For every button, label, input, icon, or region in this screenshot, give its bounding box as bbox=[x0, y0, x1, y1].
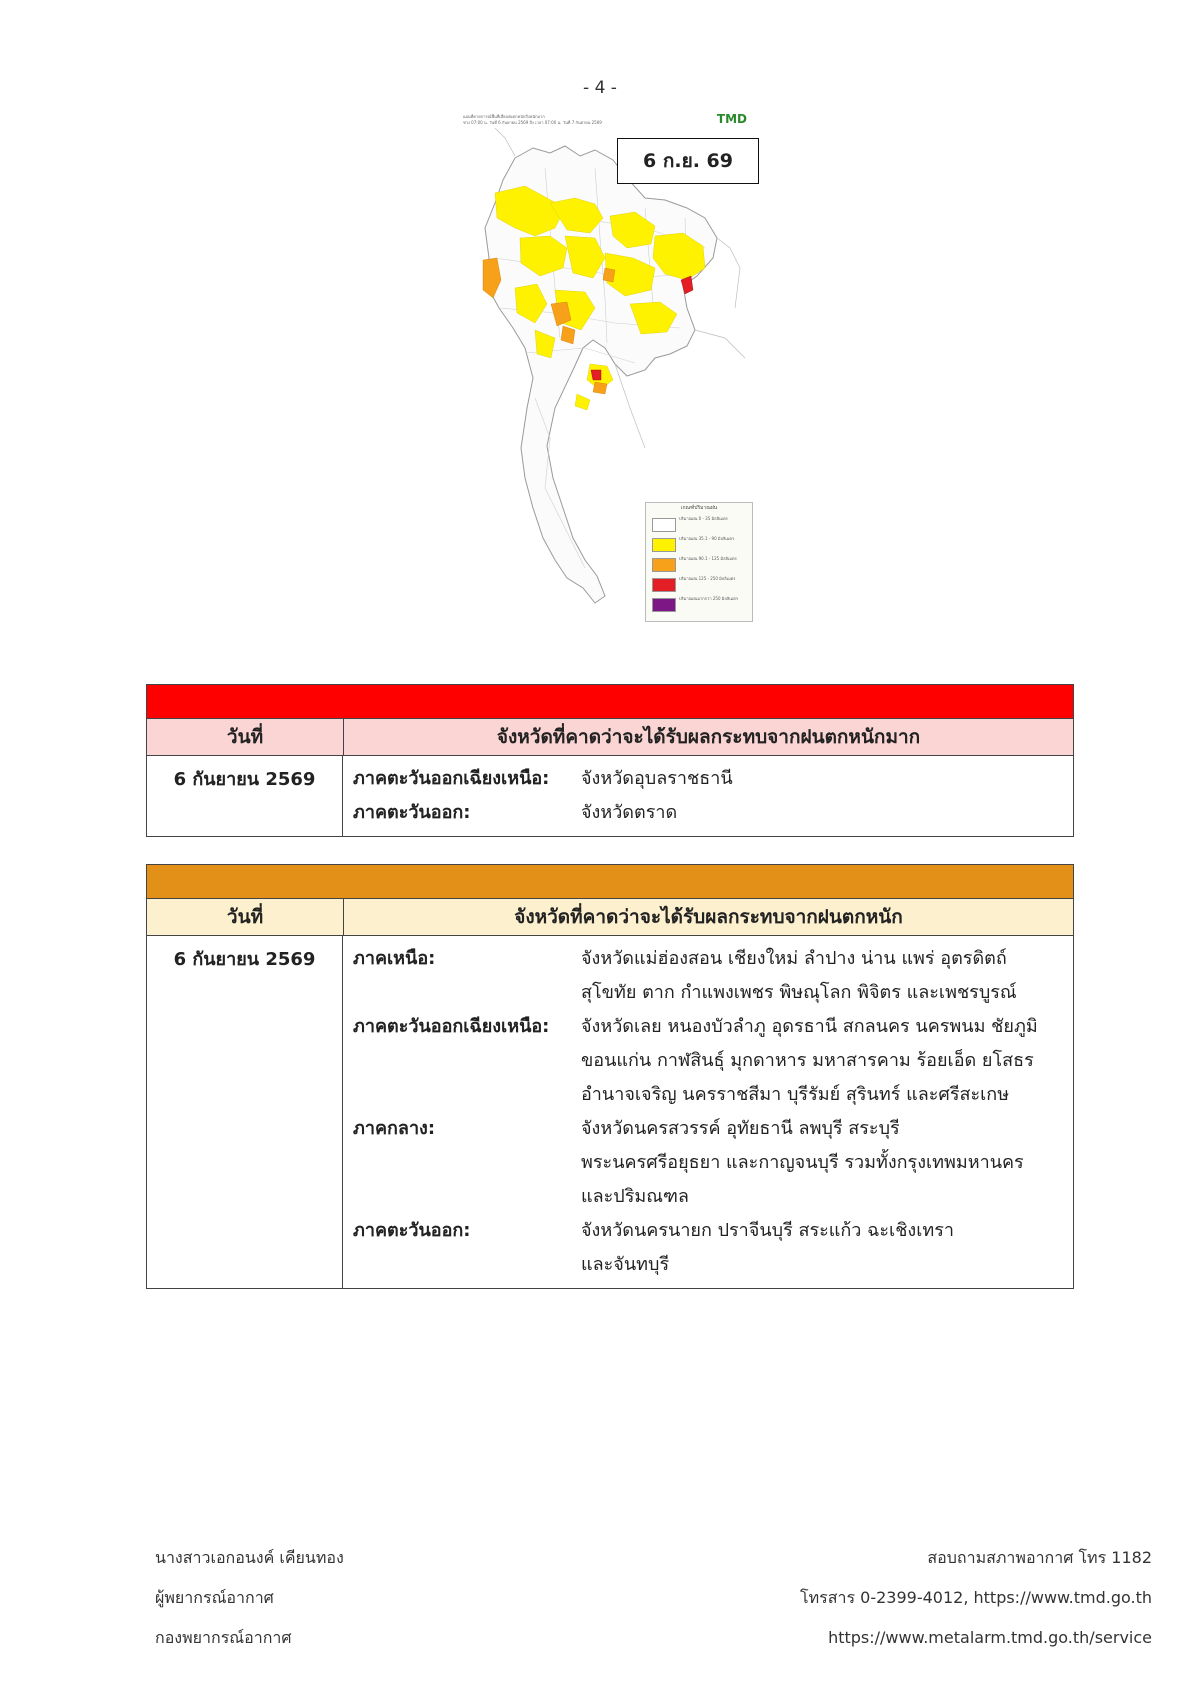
legend-item bbox=[646, 555, 752, 575]
region-name: ภาคเหนือ: bbox=[353, 948, 436, 969]
service-link[interactable]: https://www.metalarm.tmd.go.th/service bbox=[828, 1628, 1152, 1647]
legend-swatch-red bbox=[652, 578, 676, 592]
map-header-title: แผนที่คาดการณ์พื้นที่เสี่ยงฝนตกหนักถึงหนักมาก bbox=[463, 114, 545, 119]
province-line: และปริมณฑล bbox=[581, 1186, 689, 1207]
header-provinces: จังหวัดที่คาดว่าจะได้รับผลกระทบจากฝนตกหนักมาก bbox=[496, 726, 921, 748]
hotline: สอบถามสภาพอากาศ โทร 1182 bbox=[927, 1548, 1152, 1567]
row-date: 6 กันยายน 2569 bbox=[147, 756, 343, 836]
legend-label: ปริมาณฝน 35.1 - 90 มิลลิเมตร bbox=[679, 536, 735, 541]
province-line: จังหวัดนครนายก ปราจีนบุรี สระแก้ว ฉะเชิงเทรา bbox=[581, 1220, 954, 1241]
province-line: ขอนแก่น กาฬสินธุ์ มุกดาหาร มหาสารคาม ร้อยเอ็ด ยโสธร bbox=[581, 1050, 1034, 1071]
province-line: และจันทบุรี bbox=[581, 1254, 670, 1275]
fax-website[interactable]: โทรสาร 0-2399-4012, https://www.tmd.go.th bbox=[800, 1588, 1152, 1607]
legend-label: ปริมาณฝนมากกว่า 250 มิลลิเมตร bbox=[679, 596, 739, 601]
legend-label: ปริมาณฝน 90.1 - 125 มิลลิเมตร bbox=[679, 556, 737, 561]
region-provinces bbox=[581, 942, 1065, 1010]
province-line: จังหวัดนครสวรรค์ อุทัยธานี ลพบุรี สระบุรี bbox=[581, 1118, 900, 1139]
province-line: จังหวัดเลย หนองบัวลำภู อุดรธานี สกลนคร นครพนม ชัยภูมิ bbox=[581, 1016, 1038, 1037]
legend-label: ปริมาณฝน 0 - 35 มิลลิเมตร bbox=[679, 516, 728, 521]
header-date: วันที่ bbox=[147, 899, 344, 935]
legend-swatch-orange bbox=[652, 558, 676, 572]
region-northeast bbox=[353, 1010, 1065, 1112]
heavy-rain-table bbox=[146, 864, 1074, 1289]
region-east bbox=[353, 1214, 1065, 1282]
province-line: พระนครศรีอยุธยา และกาญจนบุรี รวมทั้งกรุงเทพมหานคร bbox=[581, 1152, 1024, 1173]
map-date-box: 6 ก.ย. 69 bbox=[617, 138, 759, 184]
table-row bbox=[147, 936, 1073, 1288]
table-header bbox=[147, 719, 1073, 756]
legend-swatch-white bbox=[652, 518, 676, 532]
forecaster-division: กองพยากรณ์อากาศ bbox=[155, 1628, 292, 1647]
forecaster-signature bbox=[155, 1538, 344, 1658]
province-line: อำนาจเจริญ นครราชสีมา บุรีรัมย์ สุรินทร์ และศรีสะเกษ bbox=[581, 1084, 1010, 1105]
region-provinces bbox=[581, 1214, 1065, 1282]
tmd-logo: TMD bbox=[716, 112, 747, 126]
page-number: - 4 - bbox=[583, 78, 617, 98]
forecaster-name: นางสาวเอกอนงค์ เคียนทอง bbox=[155, 1548, 344, 1567]
region-name: ภาคตะวันออกเฉียงเหนือ: bbox=[353, 1016, 550, 1037]
rainfall-risk-map bbox=[455, 108, 755, 626]
legend-title: เกณฑ์ปริมาณฝน bbox=[680, 505, 718, 511]
legend-label: ปริมาณฝน 125 - 250 มิลลิเมตร bbox=[679, 576, 736, 581]
province-line: จังหวัดแม่ฮ่องสอน เชียงใหม่ ลำปาง น่าน แพร่ อุตรดิตถ์ bbox=[581, 948, 1007, 969]
contact-info bbox=[800, 1538, 1152, 1658]
legend-item bbox=[646, 535, 752, 555]
map-legend bbox=[645, 502, 753, 622]
region-name: ภาคตะวันออกเฉียงเหนือ: bbox=[353, 768, 550, 789]
map-header bbox=[463, 114, 683, 126]
very-heavy-rain-bar bbox=[147, 685, 1073, 719]
row-regions bbox=[343, 756, 1073, 836]
legend-swatch-yellow bbox=[652, 538, 676, 552]
table-row bbox=[147, 756, 1073, 836]
map-header-period: ช่วง 07:00 น. วันที่ 6 กันยายน 2569 ถึง เวลา 07:00 น. วันที่ 7 กันยายน 2569 bbox=[463, 120, 602, 125]
province-line: จังหวัดอุบลราชธานี bbox=[581, 768, 733, 789]
header-date: วันที่ bbox=[147, 719, 344, 755]
region-name: ภาคตะวันออก: bbox=[353, 1220, 471, 1241]
table-header bbox=[147, 899, 1073, 936]
forecaster-title: ผู้พยากรณ์อากาศ bbox=[155, 1588, 274, 1607]
region-provinces bbox=[581, 762, 1065, 796]
region-central bbox=[353, 1112, 1065, 1214]
region-east bbox=[353, 796, 1065, 830]
legend-swatch-purple bbox=[652, 598, 676, 612]
header-provinces: จังหวัดที่คาดว่าจะได้รับผลกระทบจากฝนตกหนัก bbox=[514, 906, 903, 928]
legend-item bbox=[646, 595, 752, 615]
region-provinces bbox=[581, 1010, 1065, 1112]
very-heavy-rain-table bbox=[146, 684, 1074, 837]
province-line: จังหวัดตราด bbox=[581, 802, 678, 823]
region-provinces bbox=[581, 796, 1065, 830]
row-date: 6 กันยายน 2569 bbox=[147, 936, 343, 1288]
region-northeast bbox=[353, 762, 1065, 796]
legend-item bbox=[646, 575, 752, 595]
region-north bbox=[353, 942, 1065, 1010]
region-name: ภาคตะวันออก: bbox=[353, 802, 471, 823]
heavy-rain-bar bbox=[147, 865, 1073, 899]
legend-item bbox=[646, 515, 752, 535]
province-line: สุโขทัย ตาก กำแพงเพชร พิษณุโลก พิจิตร และเพชรบูรณ์ bbox=[581, 982, 1017, 1003]
region-provinces bbox=[581, 1112, 1065, 1214]
region-name: ภาคกลาง: bbox=[353, 1118, 436, 1139]
row-regions bbox=[343, 936, 1073, 1288]
